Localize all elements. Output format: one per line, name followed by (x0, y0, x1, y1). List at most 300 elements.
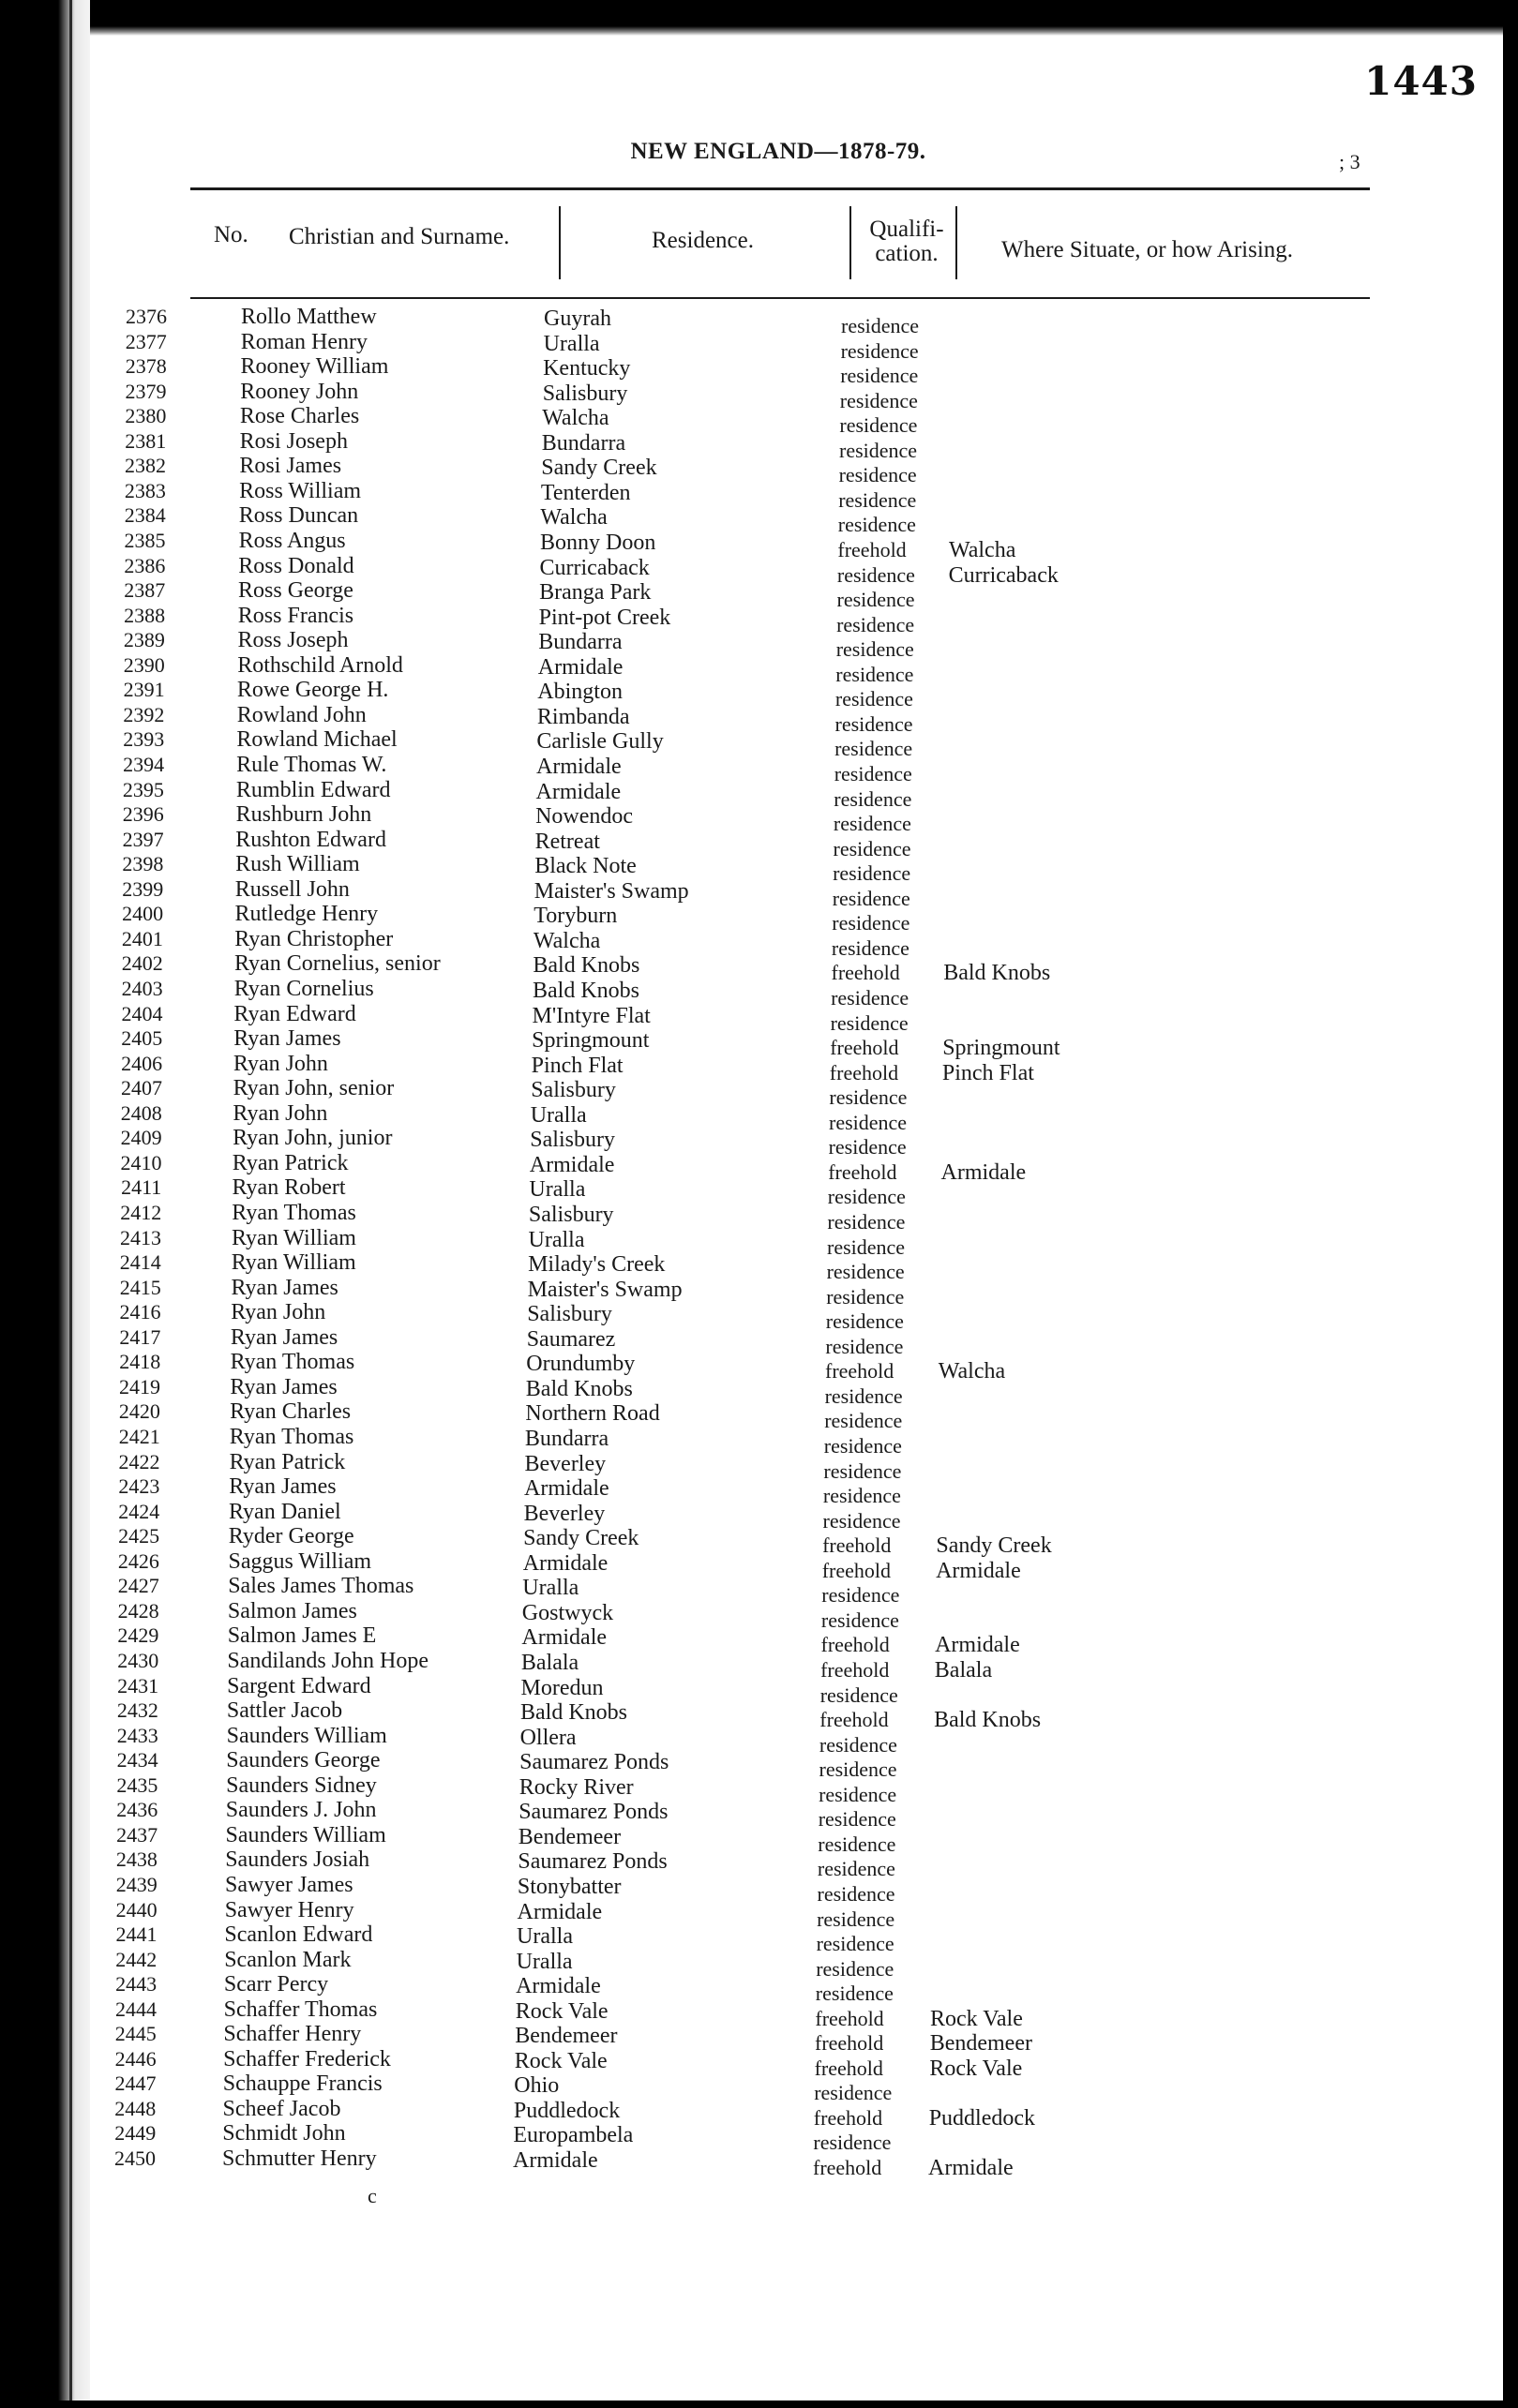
entry-residence: Black Note (534, 854, 637, 879)
entry-name: Ryan William (231, 1250, 356, 1276)
entry-residence: Balala (520, 1650, 579, 1675)
entry-name: Ryan Charles (230, 1399, 352, 1425)
entry-residence: Uralla (530, 1102, 587, 1128)
entry-number: 2429 (117, 1623, 159, 1648)
entry-qualification: residence (827, 1209, 906, 1234)
entry-qualification: residence (816, 1956, 894, 1981)
entry-number: 2446 (114, 2046, 157, 2071)
entry-qualification: residence (836, 588, 915, 612)
entry-qualification: residence (815, 1982, 894, 2006)
entry-number: 2393 (123, 727, 165, 752)
entry-name: Ryan James (229, 1474, 337, 1499)
entry-name: Sargent Edward (227, 1673, 371, 1698)
entry-number: 2417 (119, 1324, 161, 1349)
entry-residence: M'Intyre Flat (532, 1003, 651, 1028)
entry-number: 2430 (117, 1648, 159, 1672)
table-row (0, 678, 1518, 711)
entry-qualification: freehold (825, 1359, 894, 1383)
entry-qualification: residence (818, 1832, 896, 1856)
entry-number: 2448 (114, 2096, 157, 2120)
header-residence: Residence. (652, 228, 754, 253)
entry-residence: Ollera (519, 1725, 577, 1750)
table-row (0, 753, 1518, 785)
entry-number: 2413 (120, 1225, 161, 1249)
table-row (0, 1922, 1518, 1955)
entry-number: 2443 (115, 1972, 158, 1997)
entry-qualification: residence (831, 935, 909, 960)
table-row (0, 1798, 1518, 1832)
entry-name: Rowland John (236, 702, 367, 727)
entry-number: 2450 (114, 2146, 156, 2170)
entry-residence: Armidale (521, 1625, 608, 1651)
entry-where-situate: Rock Vale (930, 2006, 1023, 2031)
entry-number: 2445 (114, 2022, 157, 2046)
entry-number: 2380 (125, 404, 167, 428)
entry-name: Sawyer Henry (224, 1897, 354, 1922)
entry-qualification: residence (814, 2081, 893, 2105)
entry-name: Saggus William (228, 1548, 372, 1574)
entry-residence: Orundumby (526, 1352, 636, 1377)
entry-name: Rush William (235, 852, 360, 877)
table-row (0, 2071, 1518, 2105)
entry-residence: Rock Vale (514, 2048, 608, 2073)
header-name: Christian and Surname. (289, 224, 510, 249)
table-row (0, 1524, 1518, 1559)
table-row (0, 1275, 1518, 1309)
entry-name: Russell John (234, 876, 350, 902)
entry-number: 2441 (115, 1922, 158, 1946)
entry-qualification: freehold (820, 1657, 890, 1682)
entry-residence: Bald Knobs (533, 953, 640, 979)
entry-name: Saunders William (225, 1822, 386, 1847)
entry-qualification: residence (822, 1484, 901, 1507)
entry-name: Rumblin Edward (235, 777, 391, 802)
table-row (0, 1399, 1518, 1433)
table-row (0, 1350, 1518, 1384)
entry-residence: Maister's Swamp (527, 1277, 683, 1302)
table-row (0, 802, 1518, 836)
entry-number: 2433 (116, 1723, 158, 1747)
entry-residence: Uralla (528, 1227, 585, 1252)
entry-qualification: residence (831, 986, 909, 1010)
table-row (0, 1026, 1518, 1061)
entry-where-situate: Rock Vale (929, 2056, 1023, 2081)
entry-name: Ross Francis (237, 603, 354, 628)
entry-qualification: residence (826, 1260, 905, 1284)
entry-number: 2396 (122, 802, 164, 827)
table-row (0, 1574, 1518, 1608)
entry-qualification: freehold (819, 1708, 889, 1731)
entry-residence: Armidale (524, 1476, 609, 1501)
table-row (0, 1772, 1518, 1806)
entry-number: 2385 (124, 529, 166, 552)
entry-name: Ryan Christopher (234, 926, 394, 951)
entry-name: Ryan John (233, 1051, 328, 1076)
entry-number: 2376 (126, 305, 167, 328)
entry-number: 2377 (125, 329, 167, 353)
entry-name: Rutledge Henry (234, 902, 379, 927)
entry-residence: Bendemeer (518, 1824, 622, 1849)
entry-residence: Retreat (534, 829, 600, 854)
table-row (0, 852, 1518, 886)
entry-residence: Armidale (517, 1899, 603, 1924)
table-row (0, 902, 1518, 935)
entry-number: 2392 (123, 702, 165, 726)
entry-residence: Kentucky (543, 356, 631, 381)
entry-name: Ryan Robert (232, 1175, 346, 1201)
header-qualification-line1: Qualifi- (869, 217, 944, 242)
entry-qualification: freehold (813, 2105, 883, 2130)
entry-where-situate: Bald Knobs (943, 961, 1051, 986)
entry-number: 2409 (120, 1126, 162, 1150)
entry-number: 2425 (118, 1524, 160, 1548)
entry-number: 2394 (123, 753, 165, 776)
entry-qualification: residence (823, 1458, 902, 1483)
entry-number: 2398 (122, 852, 164, 876)
table-row (0, 329, 1518, 363)
entry-number: 2386 (124, 553, 166, 577)
entry-where-situate: Sandy Creek (936, 1533, 1052, 1559)
table-row (0, 827, 1518, 860)
table-row (0, 404, 1518, 438)
table-row (0, 478, 1518, 512)
entry-qualification: residence (824, 1409, 903, 1433)
entry-number: 2447 (114, 2071, 157, 2096)
table-row (0, 702, 1518, 736)
entry-qualification: residence (817, 1907, 895, 1931)
table-row (0, 777, 1518, 811)
table-row (0, 977, 1518, 1010)
entry-number: 2391 (123, 678, 165, 702)
entry-number: 2419 (119, 1374, 160, 1398)
entry-name: Scanlon Mark (224, 1947, 352, 1972)
entry-residence: Beverley (523, 1501, 606, 1526)
table-row (0, 1499, 1518, 1533)
entry-qualification: residence (833, 812, 911, 836)
entry-qualification: freehold (830, 1036, 899, 1060)
entry-number: 2384 (124, 503, 166, 528)
entry-name: Rule Thomas W. (236, 753, 387, 777)
entry-number: 2436 (116, 1798, 158, 1822)
entry-residence: Toryburn (534, 904, 618, 929)
entry-residence: Gostwyck (521, 1600, 614, 1625)
entry-name: Salmon James (227, 1598, 357, 1623)
entry-name: Rothschild Arnold (237, 652, 403, 678)
entry-number: 2378 (125, 354, 167, 379)
entry-residence: Salisbury (527, 1302, 612, 1327)
entry-residence: Bundarra (524, 1426, 609, 1451)
entry-residence: Saumarez Ponds (519, 1800, 669, 1825)
entry-residence: Bald Knobs (525, 1376, 633, 1401)
entry-name: Rose Charles (239, 404, 360, 429)
entry-name: Ryan John, junior (233, 1126, 393, 1151)
entry-name: Rowe George H. (236, 678, 389, 703)
entry-name: Sattler Jacob (226, 1698, 343, 1723)
entry-number: 2406 (121, 1051, 163, 1075)
entry-where-situate: Walcha (938, 1359, 1006, 1384)
table-row (0, 1001, 1518, 1035)
entry-number: 2434 (116, 1748, 158, 1772)
entry-where-situate: Armidale (936, 1558, 1021, 1583)
entry-number: 2407 (121, 1076, 162, 1100)
entry-name: Ryan James (231, 1275, 338, 1300)
entry-number: 2422 (118, 1449, 160, 1473)
entry-number: 2431 (117, 1673, 159, 1698)
entry-qualification: residence (834, 786, 912, 811)
entry-residence: Ohio (514, 2073, 560, 2099)
entry-qualification: residence (838, 463, 917, 487)
table-row (0, 428, 1518, 462)
table-row (0, 1548, 1518, 1583)
entry-qualification: residence (839, 413, 918, 438)
entry-number: 2449 (114, 2121, 157, 2146)
entry-qualification: freehold (815, 2006, 884, 2030)
table-row (0, 1051, 1518, 1085)
table-row (0, 2022, 1518, 2057)
entry-residence: Walcha (533, 928, 601, 953)
entry-residence: Salisbury (530, 1128, 615, 1153)
entry-name: Ryan John, senior (233, 1076, 395, 1101)
entry-name: Saunders Sidney (226, 1772, 377, 1798)
entry-where-situate: Springmount (942, 1036, 1060, 1061)
entry-where-situate: Armidale (935, 1633, 1020, 1658)
entry-number: 2411 (121, 1175, 162, 1200)
entry-number: 2395 (122, 777, 164, 801)
entry-name: Ryder George (228, 1524, 354, 1549)
entry-name: Ryan John (233, 1100, 328, 1126)
entry-qualification: residence (834, 737, 913, 761)
entry-residence: Carlisle Gully (536, 729, 664, 755)
entry-residence: Uralla (516, 1949, 573, 1974)
table-row (0, 1847, 1518, 1881)
entry-residence: Armidale (537, 654, 624, 680)
entry-number: 2414 (119, 1250, 161, 1275)
entry-name: Ryan Patrick (232, 1150, 349, 1175)
entry-qualification: residence (838, 487, 917, 512)
table-row (0, 2121, 1518, 2155)
entry-name: Ryan John (231, 1300, 326, 1325)
entry-qualification: residence (835, 637, 914, 662)
entry-name: Schaffer Thomas (223, 1997, 378, 2022)
entry-number: 2438 (115, 1847, 158, 1872)
entry-number: 2381 (125, 428, 167, 453)
entry-where-situate: Pinch Flat (941, 1060, 1034, 1085)
table-row (0, 2146, 1518, 2180)
entry-number: 2428 (117, 1598, 159, 1623)
entry-residence: Pint-pot Creek (538, 605, 671, 630)
entry-residence: Armidale (529, 1152, 615, 1177)
entry-name: Schmidt John (222, 2121, 346, 2146)
table-row (0, 1424, 1518, 1458)
entry-where-situate: Walcha (949, 538, 1016, 562)
table-row (0, 1598, 1518, 1632)
entry-qualification: residence (832, 886, 910, 910)
entry-qualification: residence (830, 1010, 909, 1035)
entry-residence: Bonny Doon (540, 531, 656, 555)
entry-number: 2423 (118, 1474, 160, 1498)
table-row (0, 1897, 1518, 1931)
table-row (0, 1150, 1518, 1185)
entry-number: 2389 (123, 628, 165, 652)
table-row (0, 603, 1518, 636)
entry-name: Ryan Thomas (230, 1350, 355, 1375)
entry-name: Sales James Thomas (228, 1574, 414, 1599)
table-row (0, 1300, 1518, 1334)
entry-name: Ross Angus (238, 529, 346, 553)
entry-residence: Rimbanda (536, 704, 630, 729)
entry-number: 2440 (115, 1897, 158, 1922)
table-row (0, 454, 1518, 487)
header-where-situate: Where Situate, or how Arising. (1001, 237, 1294, 262)
entry-number: 2432 (116, 1698, 158, 1722)
entry-residence: Northern Road (525, 1401, 660, 1427)
entry-residence: Armidale (513, 2148, 598, 2173)
entry-number: 2400 (122, 902, 164, 926)
entry-qualification: residence (836, 612, 915, 636)
entry-qualification: residence (828, 1135, 907, 1159)
table-row (0, 1225, 1518, 1259)
entry-name: Scarr Percy (223, 1972, 329, 1997)
entry-name: Ryan James (230, 1324, 338, 1350)
entry-name: Ryan Cornelius (233, 977, 374, 1001)
entry-residence: Salisbury (528, 1202, 614, 1227)
entry-name: Ryan William (232, 1225, 356, 1250)
entry-number: 2397 (122, 827, 164, 851)
entry-name: Rooney John (240, 379, 359, 404)
entry-residence: Tenterden (540, 480, 631, 505)
table-row (0, 1673, 1518, 1707)
entry-qualification: residence (840, 364, 919, 388)
entry-residence: Armidale (516, 1974, 601, 1999)
entry-number: 2379 (125, 379, 167, 403)
entry-name: Ross William (239, 478, 362, 503)
entry-where-situate: Armidale (928, 2156, 1014, 2180)
entry-number: 2435 (116, 1772, 158, 1797)
entry-residence: Bald Knobs (520, 1700, 627, 1725)
entry-residence: Rock Vale (515, 1998, 609, 2024)
table-row (0, 1748, 1518, 1782)
entry-number: 2405 (121, 1026, 163, 1051)
entry-qualification: residence (839, 388, 918, 412)
entry-qualification: residence (819, 1683, 898, 1707)
table-row (0, 1076, 1518, 1110)
entry-name: Saunders J. John (225, 1798, 377, 1823)
entry-residence: Stonybatter (517, 1874, 622, 1899)
table-row (0, 354, 1518, 388)
entry-residence: Curricaback (539, 555, 650, 580)
entry-number: 2401 (121, 926, 163, 950)
entry-residence: Bundarra (538, 630, 623, 655)
entry-name: Schmutter Henry (222, 2146, 377, 2171)
entry-number: 2399 (122, 876, 164, 901)
entry-number: 2387 (124, 578, 166, 603)
entry-qualification: residence (837, 513, 916, 537)
entry-qualification: residence (819, 1732, 897, 1757)
table-row (0, 1872, 1518, 1906)
entry-name: Schaffer Henry (223, 2022, 362, 2047)
entry-residence: Armidale (522, 1550, 609, 1576)
entry-name: Ryan Cornelius, senior (234, 951, 441, 977)
entry-residence: Salisbury (542, 381, 628, 406)
entry-residence: Bundarra (541, 430, 626, 456)
entry-qualification: residence (816, 1932, 894, 1955)
entry-name: Scheef Jacob (222, 2096, 341, 2121)
table-row (0, 2096, 1518, 2131)
entry-qualification: residence (829, 1110, 908, 1134)
entry-where-situate: Balala (934, 1657, 993, 1683)
table-row (0, 1623, 1518, 1658)
entry-residence: Bendemeer (515, 2024, 618, 2049)
table-row (0, 1698, 1518, 1732)
entry-residence: Saumarez (526, 1326, 616, 1352)
entry-name: Rosi James (239, 454, 342, 479)
entry-name: Saunders Josiah (225, 1847, 370, 1873)
entry-residence: Salisbury (531, 1078, 616, 1103)
entry-residence: Walcha (542, 406, 609, 431)
entry-qualification: freehold (822, 1533, 892, 1558)
entry-number: 2437 (116, 1822, 158, 1847)
table-row (0, 652, 1518, 686)
table-row (0, 876, 1518, 910)
entry-residence: Walcha (540, 505, 608, 531)
entry-qualification: residence (821, 1583, 900, 1608)
entry-residence: Rocky River (519, 1774, 634, 1800)
entry-name: Sandilands John Hope (227, 1648, 429, 1673)
entry-qualification: residence (832, 911, 910, 935)
entry-residence: Maister's Swamp (534, 878, 689, 904)
entry-name: Saunders George (226, 1748, 381, 1773)
table-row (0, 2046, 1518, 2081)
entry-qualification: residence (817, 1881, 895, 1906)
entry-name: Rosi Joseph (239, 428, 348, 454)
entry-number: 2403 (121, 977, 163, 1000)
page-number: 1443 (1364, 58, 1478, 104)
entry-number: 2404 (121, 1001, 163, 1025)
entry-qualification: residence (840, 338, 919, 363)
table-row (0, 1100, 1518, 1134)
entry-residence: Branga Park (539, 580, 652, 606)
entry-residence: Puddledock (513, 2098, 621, 2123)
entry-name: Rushburn John (235, 802, 372, 828)
entry-qualification: freehold (837, 538, 907, 561)
entry-qualification: residence (834, 687, 913, 711)
footer-mark: c (368, 2184, 377, 2207)
header-qualification-line2: cation. (875, 241, 939, 266)
entry-name: Rollo Matthew (241, 305, 377, 329)
entry-qualification: residence (834, 711, 913, 736)
entry-name: Ryan Daniel (229, 1499, 341, 1524)
header-no: No. (214, 222, 248, 247)
table-row (0, 1648, 1518, 1683)
entry-name: Ross Joseph (237, 628, 349, 653)
entry-number: 2442 (115, 1947, 158, 1971)
entry-residence: Beverley (524, 1451, 607, 1476)
entry-number: 2382 (125, 454, 166, 478)
entry-name: Ryan James (233, 1026, 341, 1052)
entry-residence: Uralla (522, 1576, 579, 1601)
entry-qualification: residence (827, 1185, 906, 1209)
entry-where-situate: Armidale (940, 1159, 1027, 1185)
entry-qualification: freehold (828, 1159, 897, 1184)
entry-number: 2444 (115, 1997, 157, 2021)
entry-qualification: residence (819, 1782, 897, 1806)
entry-qualification: residence (839, 438, 918, 462)
table-row (0, 1250, 1518, 1284)
entry-qualification: residence (813, 2131, 892, 2155)
entry-name: Schauppe Francis (222, 2071, 383, 2097)
entry-name: Ryan Thomas (229, 1424, 354, 1449)
entry-name: Scanlon Edward (224, 1922, 373, 1947)
